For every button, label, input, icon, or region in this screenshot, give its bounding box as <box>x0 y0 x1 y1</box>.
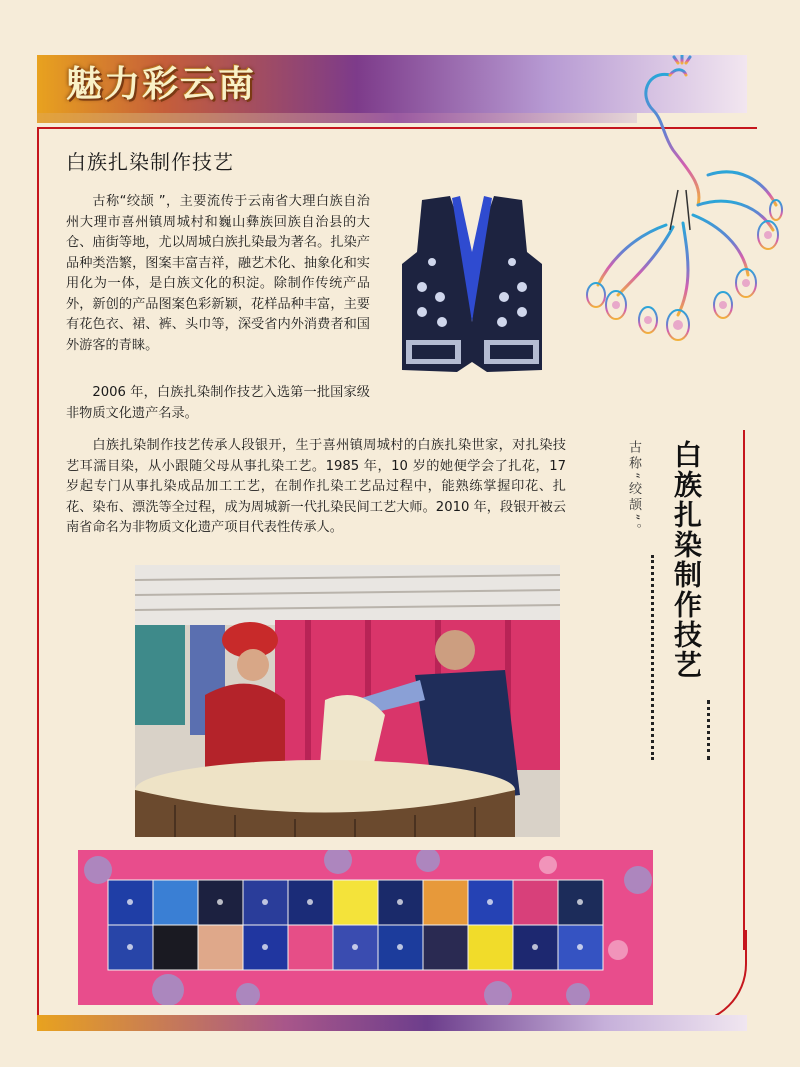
dotted-divider-left <box>651 555 654 760</box>
patchwork-fabric-image <box>78 850 653 1005</box>
vertical-subtitle: 古称“绞颉”。 <box>626 440 641 540</box>
red-rule-right <box>743 430 745 950</box>
header-title: 魅力彩云南 <box>66 63 257 105</box>
dotted-divider-right <box>707 700 710 760</box>
article-title: 白族扎染制作技艺 <box>66 150 234 174</box>
red-rule-curve <box>640 930 747 1024</box>
article-paragraph-2: 2006 年，白族扎染制作技艺入选第一批国家级非物质文化遗产名录。 <box>66 385 370 421</box>
footer-bar <box>37 1015 747 1031</box>
header-underline-bar <box>37 113 637 123</box>
workshop-photo <box>135 565 560 837</box>
article-paragraph-3: 白族扎染制作技艺传承人段银开，生于喜州镇周城村的白族扎染世家，对扎染技艺耳濡目染，从小跟随父母从事扎染工艺。1985 年，10 岁的她便学会了扎花，17 岁起专门从事扎染成品加工工艺，在制作扎染工艺品过程中，能熟练掌握印花、扎花、染布、漂洗等全过程，成为周城新一代扎染民间工艺大师。2010 年，段银开被云南省命名为非物质文化遗产项目代表性传承人。 <box>66 438 566 535</box>
peacock-illustration <box>578 55 783 385</box>
vertical-title: 白族扎染制作技艺 <box>670 440 703 680</box>
article-paragraph-1: 古称“绞颉 ”，主要流传于云南省大理白族自治州大理市喜州镇周城村和巍山彝族回族自治县的大仓、庙街等地，尤以周城白族扎染最为著名。扎染产品种类浩繁，图案丰富吉祥，融艺术化、抽象化和实用化为一体，是白族文化的积淀。除制作传统产品外，新创的产品图案色彩新颖，花样品种丰富，主要有花色衣、裙、裤、头巾等，深受省内外消费者和国外游客的青睐。 <box>66 194 370 353</box>
red-rule-left <box>37 127 39 1022</box>
tie-dye-vest-image <box>392 192 552 377</box>
